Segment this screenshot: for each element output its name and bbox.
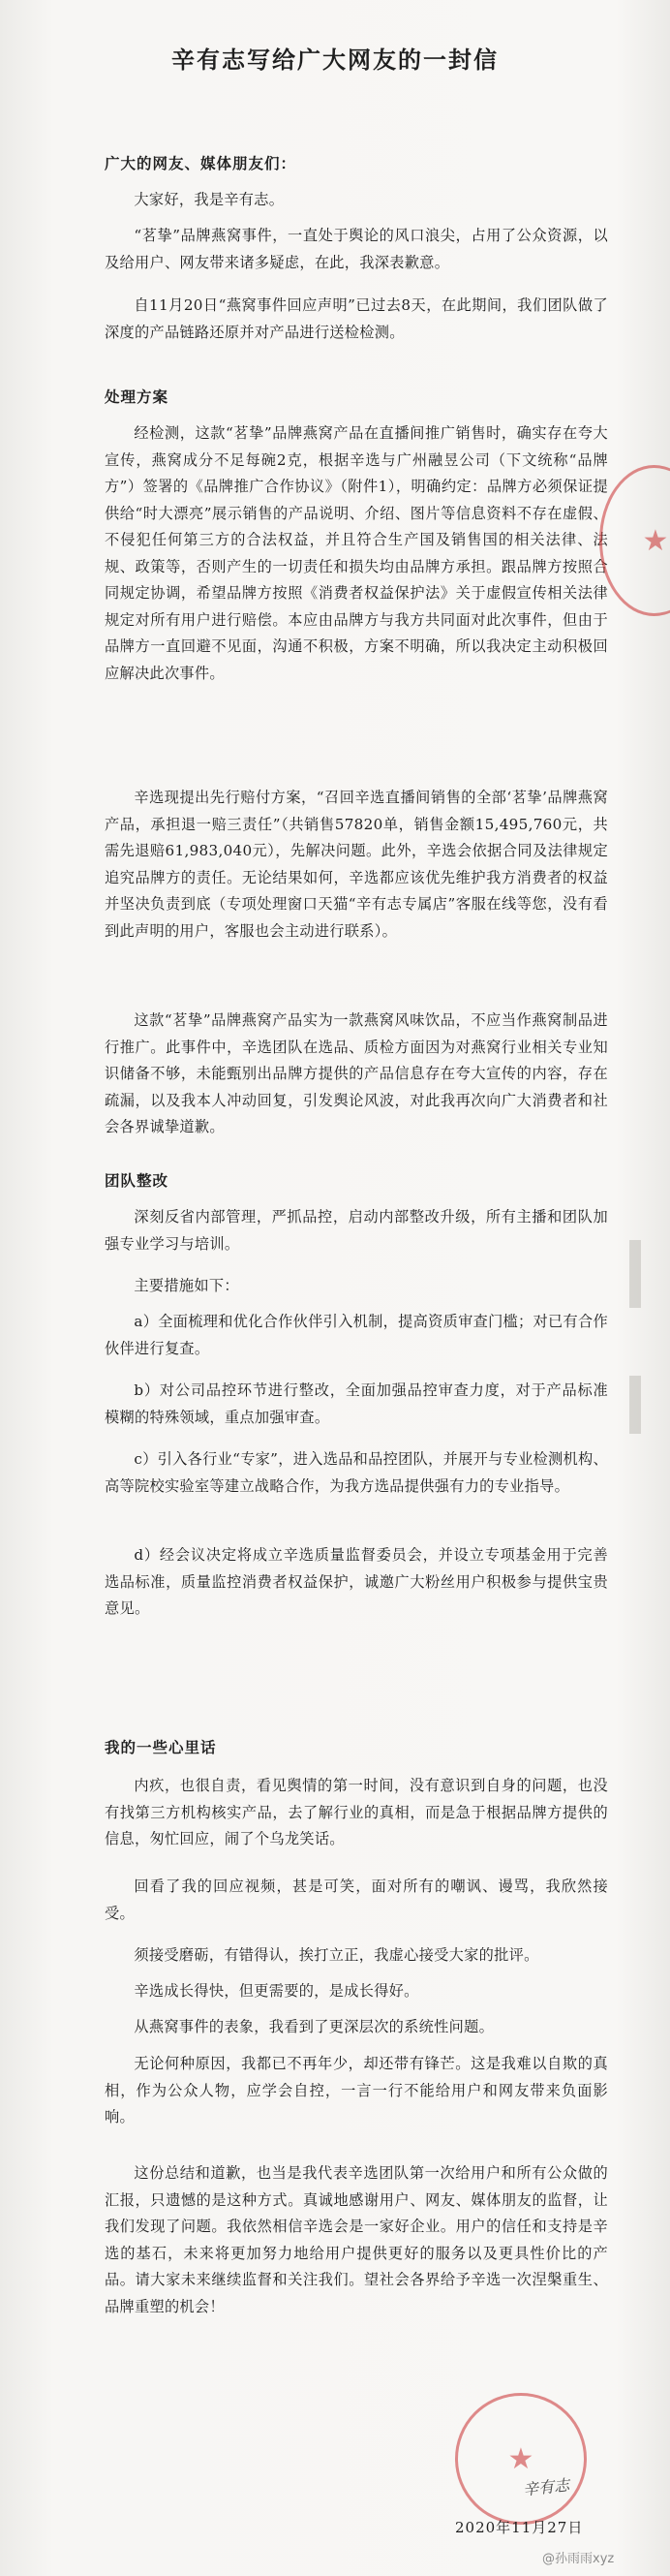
intro-apology: “茗挚”品牌燕窝事件，一直处于舆论的风口浪尖，占用了公众资源，以及给用户、网友带来诸多疑虑，在此，我深表歉意。: [105, 227, 608, 271]
company-seal-bottom: [455, 2393, 587, 2525]
solution-paragraph-2: 辛选现提出先行赔付方案，“召回辛选直播间销售的全部‘茗挚’品牌燕窝产品，承担退一赔三责任”（共销售57820单，销售金额15,495,760元，共需先退赔61,983,040元），先解决问题。此外，辛选会依据合同及法律规定追究品牌方的责任。无论结果如何，辛选都应该优先维护我方消费者的权益并坚决负责到底（专项处理窗口天猫“辛有志专属店”客服在线等您，没有看到此声明的用户，客服也会主动进行联系）。: [105, 789, 608, 940]
salutation: 广大的网友、媒体朋友们：: [105, 154, 297, 172]
rectification-measure-c: c）引入各行业“专家”，进入选品和品控团队，并展开与专业检测机构、高等院校实验室等建立战略合作，为我方选品提供强有力的专业指导。: [105, 1450, 608, 1495]
thoughts-paragraph-4: 辛选成长得快，但更需要的，是成长得好。: [134, 1982, 419, 2000]
rectification-intro: 深刻反省内部管理，严抓品控，启动内部整改升级，所有主播和团队加强专业学习与培训。: [105, 1208, 608, 1253]
seal-star-icon: ★: [642, 523, 669, 558]
section-heading-thoughts: 我的一些心里话: [105, 1738, 217, 1756]
scan-edge-mark: [629, 1240, 641, 1308]
thoughts-paragraph-7: 这份总结和道歉，也当是我代表辛选团队第一次给用户和所有公众做的汇报，只遗憾的是这种方式。真诚地感谢用户、网友、媒体朋友的监督，让我们发现了问题。我依然相信辛选会是一家好企业。用户的信任和支持是辛选的基石，未来将更加努力地给用户提供更好的服务以及更具性价比的产品。请大家未来继续监督和关注我们。望社会各界给予辛选一次涅槃重生、品牌重塑的机会！: [105, 2164, 608, 2315]
intro-greeting: 大家好，我是辛有志。: [134, 191, 285, 208]
thoughts-paragraph-5: 从燕窝事件的表象，我看到了更深层次的系统性问题。: [134, 2018, 495, 2035]
signature: 辛有志: [522, 2475, 570, 2499]
thoughts-paragraph-6: 无论何种原因，我都已不再年少，却还带有锋芒。这是我难以自欺的真相，作为公众人物，应学会自控，一言一行不能给用户和网友带来负面影响。: [105, 2055, 608, 2126]
scan-edge-mark: [629, 1376, 641, 1434]
seal-star-icon: ★: [507, 2441, 534, 2476]
thoughts-paragraph-3: 须接受磨砺，有错得认，挨打立正，我虚心接受大家的批评。: [134, 1946, 539, 1964]
thoughts-paragraph-1: 内疚，也很自责，看见舆情的第一时间，没有意识到自身的问题，也没有找第三方机构核实产品，去了解行业的真相，而是急于根据品牌方提供的信息，匆忙回应，闹了个乌龙笑话。: [105, 1777, 608, 1847]
solution-paragraph-1: 经检测，这款“茗挚”品牌燕窝产品在直播间推广销售时，确实存在夸大宣传，燕窝成分不足每碗2克，根据辛选与广州融昱公司（下文统称“品牌方”）签署的《品牌推广合作协议》（附件1），明确约定：品牌方必须保证提供给“时大漂亮”展示销售的产品说明、介绍、图片等信息资料不存在虚假、不侵犯任何第三方的合法权益，并且符合生产国及销售国的相关法律、法规、政策等，否则产生的一切责任和损失均由品牌方承担。跟品牌方按照合同规定协调，希望品牌方按照《消费者权益保护法》关于虚假宣传相关法律规定对所有用户进行赔偿。本应由品牌方与我方共同面对此次事件，但由于品牌方一直回避不见面，沟通不积极，方案不明确，所以我决定主动积极回应解决此次事件。: [105, 424, 608, 682]
rectification-measures-label: 主要措施如下：: [134, 1277, 239, 1294]
rectification-measure-b: b）对公司品控环节进行整改，全面加强品控审查力度，对于产品标准模糊的特殊领域，重点加强审查。: [105, 1381, 608, 1426]
solution-paragraph-3: 这款“茗挚”品牌燕窝产品实为一款燕窝风味饮品，不应当作燕窝制品进行推广。此事件中，辛选团队在选品、质检方面因为对燕窝行业相关专业知识储备不够，未能甄别出品牌方提供的产品信息存在夸大宣传的内容，存在疏漏，以及我本人冲动回复，引发舆论风波，对此我再次向广大消费者和社会各界诚挚道歉。: [105, 1011, 608, 1135]
weibo-watermark: @孙雨雨xyz: [542, 2552, 615, 2566]
thoughts-paragraph-2: 回看了我的回应视频，甚是可笑，面对所有的嘲讽、谩骂，我欣然接受。: [105, 1878, 608, 1922]
company-seal-right: [599, 465, 670, 616]
letter-title: 辛有志写给广大网友的一封信: [171, 46, 499, 74]
section-heading-solution: 处理方案: [105, 388, 169, 406]
rectification-measure-d: d）经会议决定将成立辛选质量监督委员会，并设立专项基金用于完善选品标准，质量监控消费者权益保护，诚邀广大粉丝用户积极参与提供宝贵意见。: [105, 1546, 608, 1617]
section-heading-rectification: 团队整改: [105, 1171, 169, 1190]
rectification-measure-a: a）全面梳理和优化合作伙伴引入机制，提高资质审查门槛；对已有合作伙伴进行复查。: [105, 1313, 608, 1357]
intro-timeline: 自11月20日“燕窝事件回应声明”已过去8天，在此期间，我们团队做了深度的产品链路还原并对产品进行送检检测。: [105, 296, 608, 341]
letter-date: 2020年11月27日: [455, 2519, 584, 2536]
